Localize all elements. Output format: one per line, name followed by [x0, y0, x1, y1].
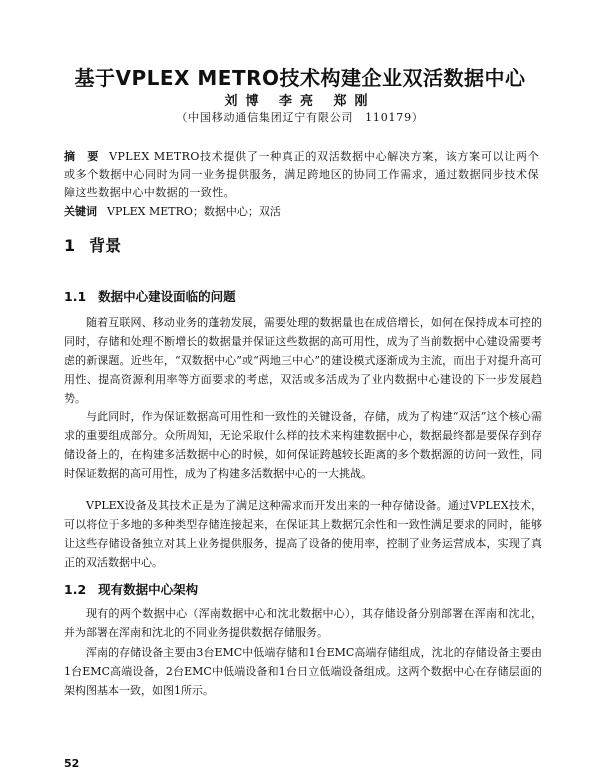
paragraph: 随着互联网、移动业务的蓬勃发展，需要处理的数据量也在成倍增长，如何在保持成本可控的同时，存储和处理不断增长的数据量并保证这些数据的高可用性，成为了当前数据中心建设需要考虑的新课题。近些年，“双数据中心”或“两地三中心”的建设模式逐渐成为主流，而出于对提升高可用性、提高资源利用率等方面要求的考虑，双活或多活成为了业内数据中心建设的下一步发展趋势。 — [64, 316, 542, 405]
keywords-label: 关键词 — [64, 205, 97, 218]
section-1-1-heading — [64, 287, 236, 305]
article-authors: 刘博 李亮 郑刚 — [224, 94, 376, 109]
article-title: 基于VPLEX METRO技术构建企业双活数据中心 — [74, 66, 526, 90]
abstract — [64, 148, 539, 202]
page-number: 52 — [64, 757, 80, 770]
keywords-text: VPLEX METRO；数据中心；双活 — [107, 205, 281, 218]
section-1-2-number: 1.2 — [64, 582, 87, 597]
section-1-2-heading — [64, 580, 198, 598]
paragraph: VPLEX设备及其技术正是为了满足这种需求而开发出来的一种存储设备。通过VPLEX技术，可以将位于多地的多种类型存储连接起来，在保证其上数据冗余性和一致性满足要求的同时，能够让这些存储设备独立对其上业务提供服务，提高了设备的使用率，控制了业务运营成本，实现了真正的双活数据中心。 — [64, 499, 542, 569]
section-1-1-number: 1.1 — [64, 289, 87, 304]
section-1-title: 背景 — [89, 236, 122, 255]
section-1-2-title: 现有数据中心架构 — [98, 582, 199, 597]
paragraph: 现有的两个数据中心（浑南数据中心和沈北数据中心），其存储设备分别部署在浑南和沈北，并为部署在浑南和沈北的不同业务提供数据存储服务。 — [64, 607, 542, 639]
paragraph: 浑南的存储设备主要由3台EMC中低端存储和1台EMC高端存储组成，沈北的存储设备主要由1台EMC高端设备，2台EMC中低端设备和1台日立低端设备组成。这两个数据中心在存储层面的架构图基本一致，如图1所示。 — [64, 646, 542, 697]
section-1-heading — [64, 233, 121, 256]
abstract-text: VPLEX METRO技术提供了一种真正的双活数据中心解决方案，该方案可以让两个或多个数据中心同时为同一业务提供服务，满足跨地区的协同工作需求，通过数据同步技术保障这些数据中心中数据的一致性。 — [64, 150, 540, 199]
paragraph: 与此同时，作为保证数据高可用性和一致性的关键设备，存储，成为了构建“双活”这个核心需求的重要组成部分。众所周知，无论采取什么样的技术来构建数据中心，数据最终都是要保存到存储设备上的，在构建多活数据中心的时候，如何保证跨越较长距离的多个数据源的访问一致性，同时保证数据的高可用性，成为了构建多活数据中心的一大挑战。 — [64, 410, 542, 480]
section-1-number: 1 — [64, 236, 76, 255]
abstract-label: 摘 要 — [64, 150, 100, 163]
article-affiliation: （中国移动通信集团辽宁有限公司 110179） — [176, 111, 424, 124]
section-1-1-title: 数据中心建设面临的问题 — [98, 289, 236, 304]
keywords — [64, 203, 539, 221]
